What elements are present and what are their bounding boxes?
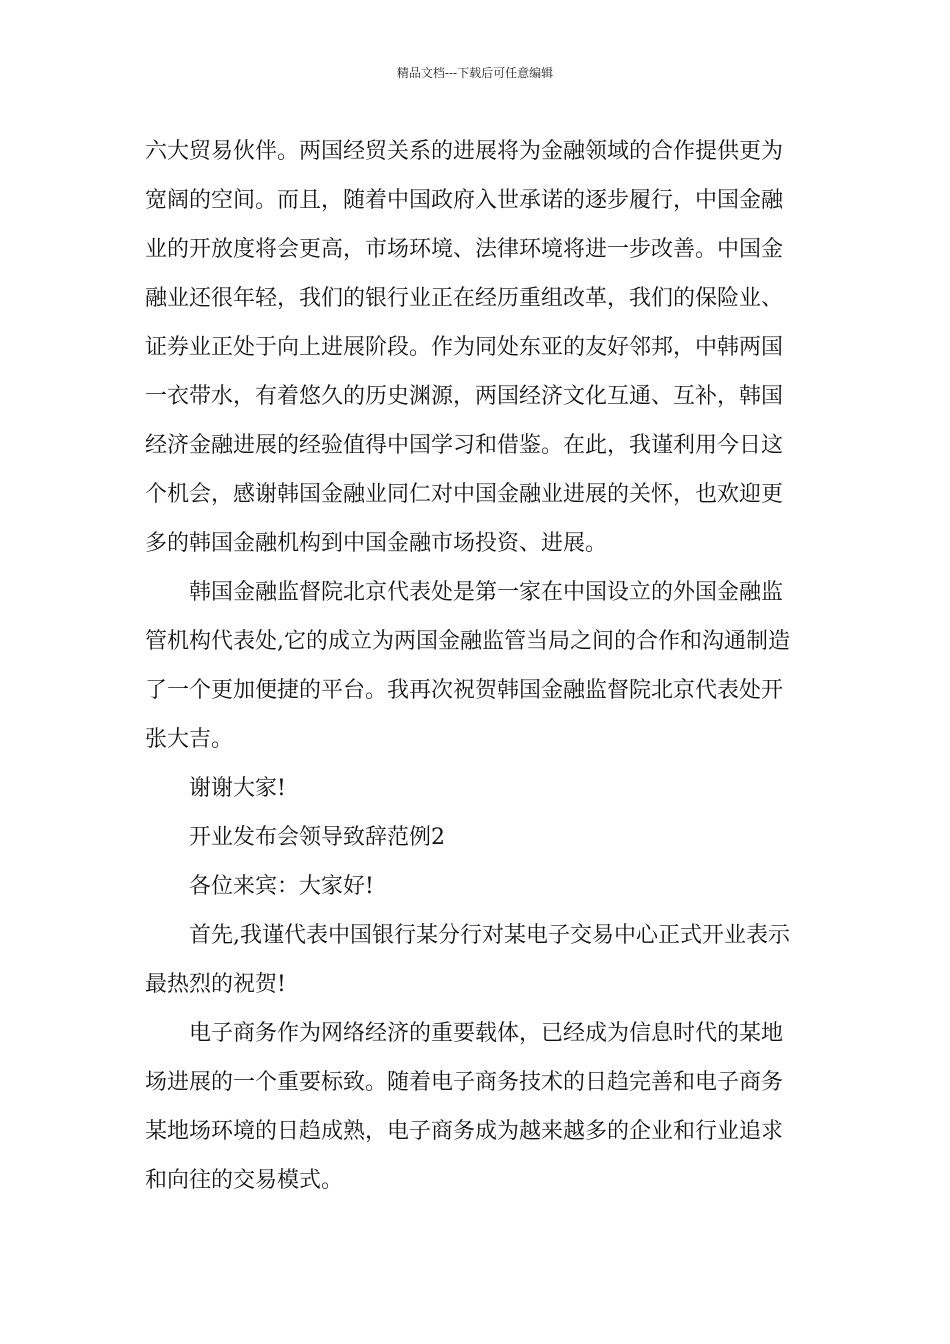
text-line: 管机构代表处,它的成立为两国金融监管当局之间的合作和沟通制造 [145, 629, 790, 654]
text-line: 了一个更加便捷的平台。我再次祝贺韩国金融监督院北京代表处开 [145, 678, 784, 703]
text-line: 经济金融进展的经验值得中国学习和借鉴。在此，我谨利用今日这 [145, 433, 784, 458]
document-body [145, 127, 807, 1205]
page-header: 精品文档---下载后可任意编辑 [396, 66, 554, 80]
text-line: 张大吉。 [145, 727, 234, 752]
paragraph-start-line: 韩国金融监督院北京代表处是第一家在中国设立的外国金融监 [189, 580, 784, 605]
text-line: 六大贸易伙伴。两国经贸关系的进展将为金融领域的合作提供更为 [145, 139, 784, 164]
text-line: 个机会，感谢韩国金融业同仁对中国金融业进展的关怀，也欢迎更 [145, 482, 784, 507]
closing-line: 谢谢大家! [189, 776, 286, 801]
text-line: 多的韩国金融机构到中国金融市场投资、进展。 [145, 531, 608, 556]
greeting-line: 各位来宾：大家好! [189, 874, 374, 899]
section-title: 开业发布会领导致辞范例2 [189, 825, 445, 850]
text-line: 宽阔的空间。而且，随着中国政府入世承诺的逐步履行，中国金融 [145, 188, 784, 213]
text-line: 最热烈的祝贺! [145, 972, 286, 997]
text-line: 融业还很年轻，我们的银行业正在经历重组改革，我们的保险业、 [145, 286, 784, 311]
text-line: 业的开放度将会更高，市场环境、法律环境将进一步改善。中国金 [145, 237, 784, 262]
text-line: 某地场环境的日趋成熟，电子商务成为越来越多的企业和行业追求 [145, 1119, 784, 1144]
paragraph-start-line: 首先,我谨代表中国银行某分行对某电子交易中心正式开业表示 [189, 923, 790, 948]
text-line: 证券业正处于向上进展阶段。作为同处东亚的友好邻邦，中韩两国 [145, 335, 784, 360]
text-line: 场进展的一个重要标致。随着电子商务技术的日趋完善和电子商务 [145, 1070, 784, 1095]
text-line: 和向往的交易模式。 [145, 1168, 344, 1193]
paragraph-start-line: 电子商务作为网络经济的重要载体，已经成为信息时代的某地 [189, 1021, 784, 1046]
text-line: 一衣带水，有着悠久的历史渊源，两国经济文化互通、互补，韩国 [145, 384, 784, 409]
